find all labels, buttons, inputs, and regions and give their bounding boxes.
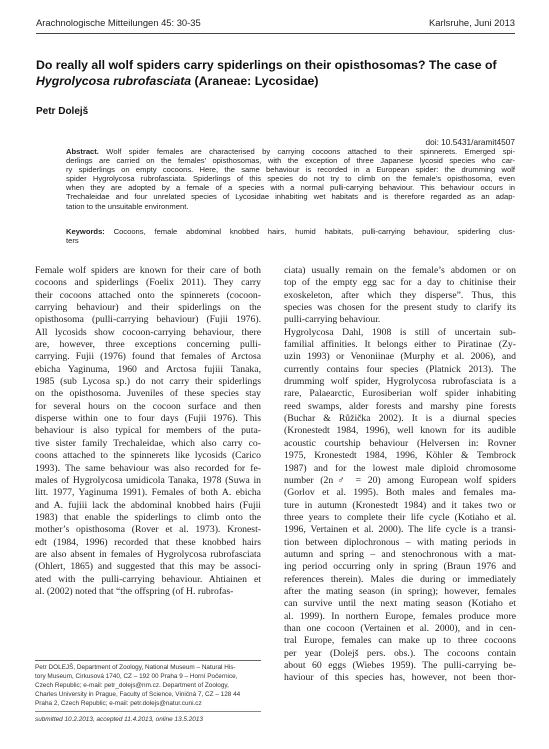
body-text-line: number (2n♂ = 20) among European wolf spiders	[284, 474, 516, 486]
affiliation-line: Petr DOLEJŠ, Department of Zoology, National Museum – Natural His-	[35, 664, 236, 671]
submitted-rule	[35, 711, 261, 712]
title-line-1: Do really all wolf spiders carry spiderlings on their opisthosomas? The case of	[36, 58, 497, 72]
abstract-line: Trechaleidae and four unrelated species of Lycosidae inhabiting wet habitats and is therefore regarded as an adap-	[66, 192, 515, 202]
body-text-line: their cocoons attached onto the spinnerets (cocoon-	[35, 289, 261, 301]
body-text-line: mother’s opisthosoma (Rover et al. 1973). Kronest-	[35, 524, 261, 536]
body-text-line: uzin 1993) or Venoniinae (Murphy et al. 2006), and	[284, 351, 516, 363]
affiliation-line: Charles University in Prague, Faculty of Science, Viničná 7, CZ – 128 44	[35, 690, 241, 698]
keywords-line: Keywords: Cocoons, female abdominal knobbed hairs, humid habitats, pulli-carrying behaviour, spiderling clus-	[66, 227, 515, 236]
body-text-line: three years to complete their life cycle (Kotiaho et al.	[284, 511, 516, 523]
body-text-line: on the opisthosoma. Juveniles of these species stay	[35, 388, 261, 400]
body-text-line: 1987) and for the lowest male diploid chromosome	[284, 462, 516, 474]
body-text-line: than one cocoon (Vertainen et al. 2000), and in cen-	[284, 622, 516, 634]
body-column-left	[35, 265, 261, 598]
body-text-line: after the mating season (in spring); however, females	[284, 585, 516, 597]
body-text-line: carrying. Fujii (1976) found that females of Arctosa	[35, 351, 261, 363]
title-suffix: (Araneae: Lycosidae)	[191, 74, 319, 88]
body-column-right	[284, 265, 516, 685]
keywords-label: Keywords:	[66, 227, 105, 236]
body-text-line: behaviour is also typical for members of the puta-	[35, 425, 261, 437]
body-text-line: are, however, three exceptions concerning pulli-	[35, 339, 261, 351]
body-text-line: 1975, Kronestedt 1984, 1996, Köhler & Tembrock	[284, 450, 516, 462]
body-text-line: top of the empty egg sac for a day to chitinise their	[284, 277, 516, 289]
author-name: Petr Dolejš	[36, 106, 89, 117]
body-text-line: males of Hygrolycosa umidicola Tanaka, 1978 (Suwa in	[35, 474, 261, 486]
body-text-line: edt (1984, 1996) recorded that these knobbed hairs	[35, 536, 261, 548]
abstract-line: derlings are carried on the females’ opisthosomas, with the exception of three Japanese lycosid species who car-	[66, 156, 515, 166]
header-rule	[36, 33, 515, 34]
body-text-line: al. (2002) noted that “the offspring (of H. rubrofas-	[35, 585, 234, 597]
body-text-line: (Kronestedt 1984, 1996), well known for its audible	[284, 425, 516, 437]
place-date: Karlsruhe, Juni 2013	[429, 17, 515, 28]
body-text-line: and A. fujiii lack the abdominal knobbed hairs (Fujii	[35, 499, 261, 511]
body-text-line: All lycosids show cocoon-carrying behaviour, there	[35, 326, 261, 338]
doi: doi: 10.5431/aramit4507	[425, 137, 515, 147]
abstract-line: spider Hygrolycosa rubrofasciata. Spiderlings of this species do not try to climb on the female’s opisthosoma, even	[66, 174, 515, 184]
body-text-line: species was chosen for the present study to clarify its	[284, 302, 516, 314]
body-text-line: exoskeleton, after which they disperse”. Thus, this	[284, 289, 516, 301]
footnote-rule	[35, 660, 261, 661]
body-text-line: tion between diplochronous – with mating periods in	[284, 536, 516, 548]
body-text-line: are also absent in females of Hygrolycosa rubrofasciata	[35, 548, 261, 560]
body-text-line: carrying behaviour) and their spiderlings on the	[35, 302, 261, 314]
body-text-line: reed swamps, alder forests and marshy pine forests	[284, 400, 516, 412]
body-text-line: (Gorlov et al. 1995). Both males and females ma-	[284, 487, 516, 499]
body-text-line: ture in autumn (Kronestedt 1984) and it takes two or	[284, 499, 516, 511]
body-text-line: ciata) usually remain on the female’s abdomen or on	[284, 265, 516, 276]
body-text-line: rare, Palaearctic, Eurosiberian wolf spider inhabiting	[284, 388, 516, 400]
journal-citation: Arachnologische Mitteilungen 45: 30-35	[36, 17, 201, 28]
keywords-line: ters	[66, 236, 79, 246]
body-text-line: per year (Dolejš pers. obs.). The cocoons contain	[284, 647, 516, 659]
body-text-line: tral Europe, females can make up to three cocoons	[284, 635, 516, 647]
body-text-line: pulli-carrying behaviour.	[284, 314, 381, 326]
title-species: Hygrolycosa rubrofasciata	[36, 74, 192, 88]
affiliation-line: Czech Republic; e-mail: petr_dolejs@nm.cz. Department of Zoology,	[35, 681, 229, 689]
body-text-line: cocoons and spiderlings (Foelix 2011). They carry	[35, 277, 261, 289]
body-text-line: ebicha Yaginuma, 1960 and Arctosa fujiii Tanaka,	[35, 363, 261, 375]
abstract-line: tation to the unsuitable environment.	[66, 201, 189, 211]
body-text-line: autumn and spring – and stenochronous with a mat-	[284, 548, 516, 560]
body-text-line: 1993). The same behaviour was also recorded for fe-	[35, 462, 261, 474]
body-text-line: tive sister family Trechaleidae, which also carry co-	[35, 437, 261, 449]
running-header	[36, 17, 515, 31]
body-text-line: al. 1999). In northern Europe, females produce more	[284, 610, 516, 622]
body-text-line: for several hours on the cocoon surface and then	[35, 400, 261, 412]
body-text-line: 1983) that enable the spiderlings to climb onto the	[35, 511, 261, 523]
body-text-line: litt. 1977, Yaginuma 1991). Females of both A. ebicha	[35, 487, 261, 499]
abstract-label: Abstract.	[66, 147, 99, 156]
body-text-line: opisthosoma (pulli-carrying behaviour) (Fujii 1976).	[35, 314, 261, 326]
body-text-line: disperse within one to four days (Fujii 1976). This	[35, 413, 261, 425]
body-text-line: coons attached to the spinnerets like lycosids (Carico	[35, 450, 261, 462]
author-affiliation	[35, 664, 261, 709]
body-text-line: Hygrolycosa Dahl, 1908 is still of uncertain sub-	[284, 326, 516, 338]
body-text-line: familial affinities. It belongs either to Piratinae (Zy-	[284, 339, 516, 351]
article-title	[36, 57, 515, 89]
body-text-line: can survive until the next mating season (Kotiaho et	[284, 598, 516, 610]
abstract-line: when they are adopted by a female of a species with a normal pulli-carrying behaviour. This behaviour occurs in	[66, 183, 515, 193]
body-text-line: ated with the pulli-carrying behaviour. Ahtiainen et	[35, 573, 261, 585]
title-line-2	[36, 73, 515, 89]
body-text-line: references therein). Males die during or immediately	[284, 573, 516, 585]
abstract-line: Abstract. Wolf spider females are characterised by carrying cocoons attached to their spinnerets. Emerged spi-	[66, 147, 515, 156]
body-text-line: Female wolf spiders are known for their care of both	[35, 265, 261, 276]
body-text-line: (Ohlert, 1865) and suggested that this may be associ-	[35, 561, 261, 573]
body-text-line: 1985 (sub Lycosa sp.) do not carry their spiderlings	[35, 376, 261, 388]
submission-dates: submitted 10.2.2013, accepted 11.4.2013, online 13.5.2013	[35, 716, 203, 723]
body-text-line: (Buchar & Růžička 2002). It is a diurnal species	[284, 413, 516, 425]
abstract	[66, 147, 515, 211]
affiliation-line: tory Museum, Cirkusová 1740, CZ – 192 00 Praha 9 – Horní Počernice,	[35, 672, 238, 680]
body-text-line: 1996, Vertainen et al. 2000). The life cycle is a transi-	[284, 524, 516, 536]
body-text-line: haviour of this species has, however, not been thor-	[284, 672, 516, 684]
body-text-line: about 60 eggs (Wiebes 1959). The pulli-carrying be-	[284, 660, 516, 671]
keywords	[66, 227, 515, 245]
body-text-line: ing period occurring only in spring (Braun 1976 and	[284, 561, 516, 573]
affiliation-line: Praha 2, Czech Republic; e-mail: petr.dolejs@natur.cuni.cz	[35, 699, 202, 707]
body-text-line: acoustic courtship behaviour (Helversen in: Rovner	[284, 437, 516, 449]
body-text-line: drumming wolf spider, Hygrolycosa rubrofasciata is a	[284, 376, 516, 388]
abstract-line: ry spiderlings on empty cocoons. Here, the same behaviour is recorded in a European spider: the drumming wolf	[66, 165, 515, 175]
body-text-line: currently contains four species (Platnick 2013). The	[284, 363, 516, 375]
